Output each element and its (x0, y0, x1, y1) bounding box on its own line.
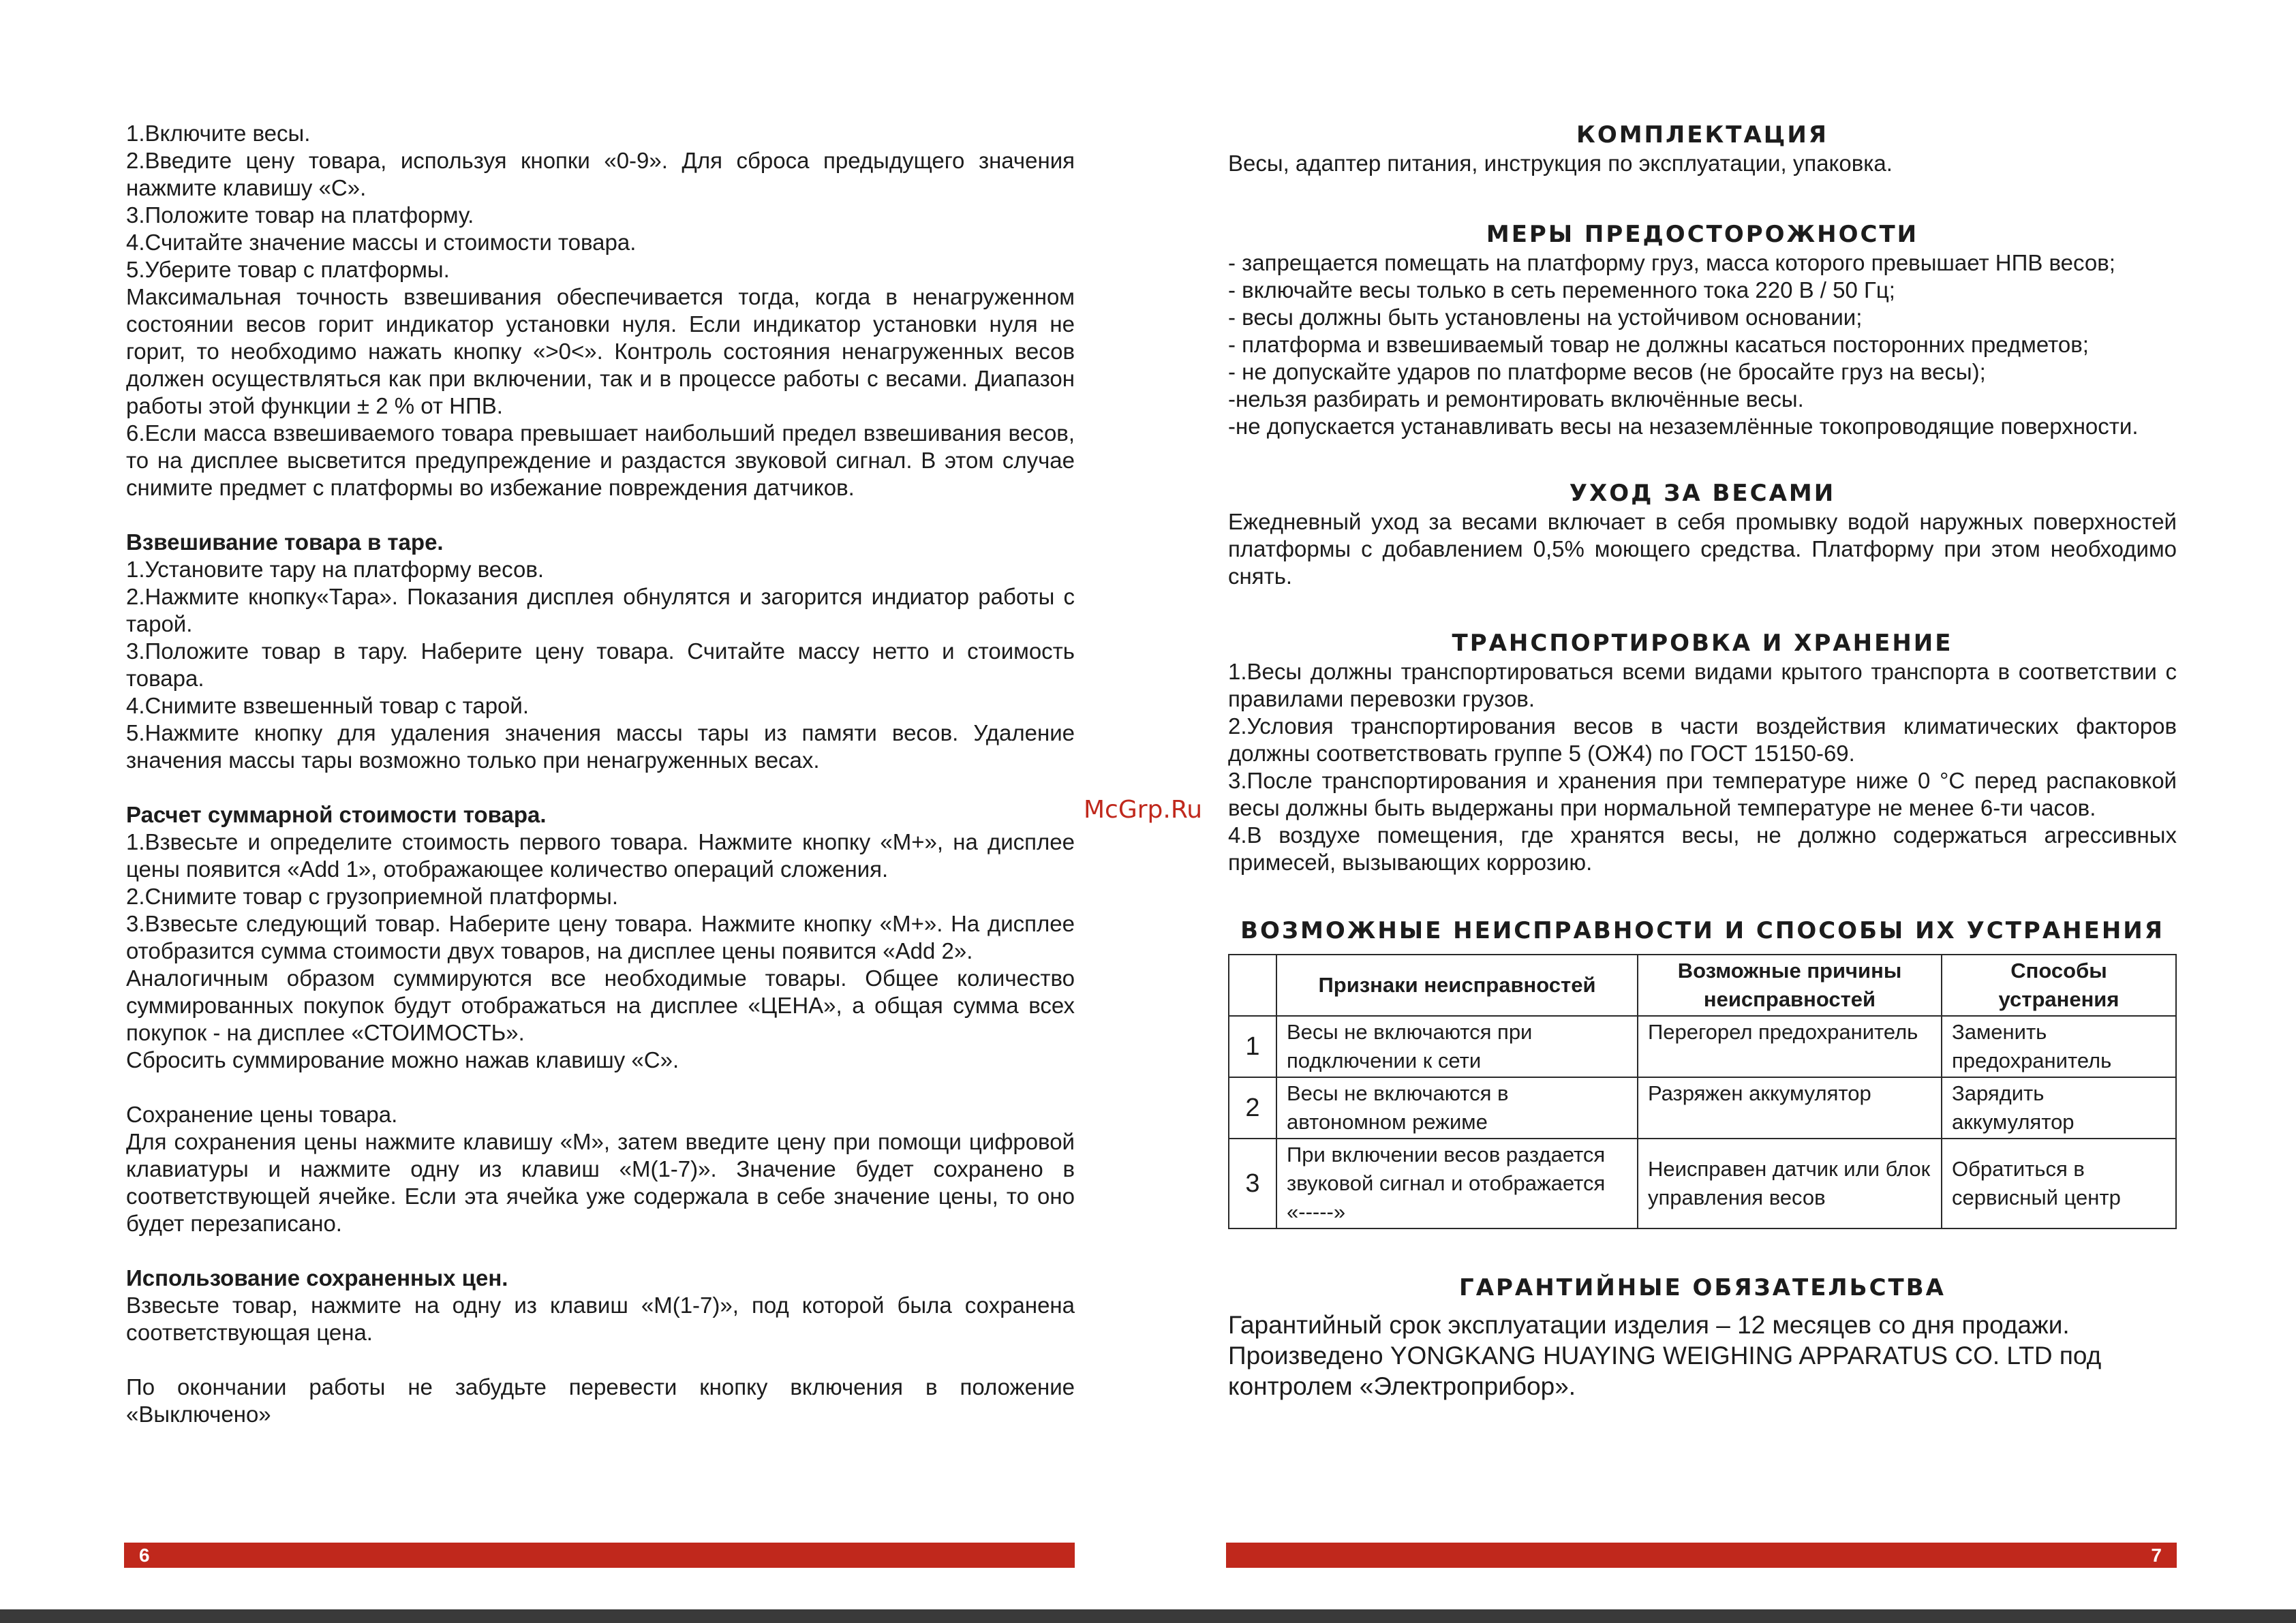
table-header: Способы устранения (1942, 955, 2176, 1016)
safety-item: - включайте весы только в сеть переменного тока 220 В / 50 Гц; (1228, 277, 1895, 303)
fault-cause: Неисправен датчик или блок управления весов (1638, 1139, 1942, 1228)
table-row (1229, 1077, 2176, 1139)
scan-edge (0, 1609, 2296, 1623)
page-number: 7 (2151, 1545, 2162, 1566)
sum-item: Сбросить суммирование можно нажав клавишу «С». (126, 1047, 679, 1072)
fault-fix: Заменить предохранитель (1942, 1016, 2176, 1077)
safety-item: - весы должны быть установлены на устойчивом основании; (1228, 305, 1863, 330)
sum-title: Расчет суммарной стоимости товара. (126, 802, 547, 827)
safety-item: - запрещается помещать на платформу груз, масса которого превышает НПВ весов; (1228, 250, 2115, 275)
step-6: 6.Если масса взвешиваемого товара превышает наибольший предел взвешивания весов, то на дисплее высветится предупреждение и раздастся звуковой сигнал. В этом случае снимите предмет с платформы во избежание повреждения датчиков. (126, 420, 1075, 500)
care-text: Ежедневный уход за весами включает в себя промывку водой наружных поверхностей платформы с добавлением 0,5% моющего средства. Платформу при этом необходимо снять. (1228, 509, 2177, 589)
transport-item: 3.После транспортирования и хранения при температуре ниже 0 °С перед распаковкой весы должны быть выдержаны при нормальной температуре не менее 6-ти часов. (1228, 768, 2177, 820)
sum-item: 1.Взвесьте и определите стоимость первого товара. Нажмите кнопку «М+», на дисплее цены появится «Add 1», отображающее количество операций сложения. (126, 829, 1075, 882)
fault-cause: Разряжен аккумулятор (1638, 1077, 1942, 1139)
save-title: Сохранение цены товара. (126, 1102, 398, 1127)
step-4: 4.Считайте значение массы и стоимости товара. (126, 230, 637, 255)
tare-item: 2.Нажмите кнопку«Тара». Показания дисплея обнулятся и загорится индиатор работы с тарой. (126, 584, 1075, 636)
table-header: Признаки неисправностей (1276, 955, 1638, 1016)
closing-note: По окончании работы не забудьте перевести кнопку включения в положение «Выключено» (126, 1374, 1075, 1427)
safety-title: МЕРЫ ПРЕДОСТОРОЖНОСТИ (1486, 221, 1919, 248)
step-3: 3.Положите товар на платформу. (126, 202, 474, 228)
safety-item: -не допускается устанавливать весы на незаземлённые токопроводящие поверхности. (1228, 414, 2139, 439)
safety-item: - платформа и взвешиваемый товар не должны касаться посторонних предметов; (1228, 332, 2089, 357)
sum-item: Аналогичным образом суммируются все необходимые товары. Общее количество суммированных покупок будут отображаться на дисплее «ЦЕНА», а общая сумма всех покупок - на дисплее «СТОИМОСТЬ». (126, 965, 1075, 1045)
table-header (1229, 955, 1276, 1016)
warranty-title: ГАРАНТИЙНЫЕ ОБЯЗАТЕЛЬСТВА (1459, 1274, 1946, 1301)
faults-table (1228, 954, 2177, 1229)
page-number: 6 (139, 1545, 150, 1566)
tare-item: 1.Установите тару на платформу весов. (126, 557, 545, 582)
fault-cause: Перегорел предохранитель (1638, 1016, 1942, 1077)
safety-item: -нельзя разбирать и ремонтировать включённые весы. (1228, 386, 1804, 412)
use-text: Взвесьте товар, нажмите на одну из клавиш «М(1-7)», под которой была сохранена соответствующая цена. (126, 1293, 1075, 1345)
transport-title: ТРАНСПОРТИРОВКА И ХРАНЕНИЕ (1452, 630, 1953, 657)
use-title: Использование сохраненных цен. (126, 1265, 508, 1290)
row-number: 1 (1229, 1016, 1276, 1077)
row-number: 2 (1229, 1077, 1276, 1139)
fault-fix: Зарядить аккумулятор (1942, 1077, 2176, 1139)
sum-item: 2.Снимите товар с грузоприемной платформы. (126, 884, 619, 909)
step-5: 5.Уберите товар с платформы. (126, 257, 450, 282)
step-1: 1.Включите весы. (126, 121, 311, 146)
row-number: 3 (1229, 1139, 1276, 1228)
warranty-text: Гарантийный срок эксплуатации изделия – 12 месяцев со дня продажи. Произведено YONGKANG HUAYING WEIGHING APPARATUS CO. LTD под контролем «Электроприбор». (1228, 1311, 2102, 1400)
care-title: УХОД ЗА ВЕСАМИ (1569, 480, 1836, 507)
safety-item: - не допускайте ударов по платформе весов (не бросайте груз на весы); (1228, 359, 1986, 384)
table-header: Возможные причины неисправностей (1638, 955, 1942, 1016)
transport-item: 2.Условия транспортирования весов в части воздействия климатических факторов должны соответствовать группе 5 (ОЖ4) по ГОСТ 15150-69. (1228, 713, 2177, 766)
fault-sign: Весы не включаются в автономном режиме (1276, 1077, 1638, 1139)
footer-bar-left (124, 1543, 1075, 1568)
fault-sign: Весы не включаются при подключении к сети (1276, 1016, 1638, 1077)
watermark: McGrp.Ru (1084, 796, 1203, 824)
right-page (1228, 120, 2177, 1402)
footer-bar-right (1226, 1543, 2177, 1568)
sum-item: 3.Взвесьте следующий товар. Наберите цену товара. Нажмите кнопку «М+». На дисплее отобразится сумма стоимости двух товаров, на дисплее цены появится «Add 2». (126, 911, 1075, 963)
kit-text: Весы, адаптер питания, инструкция по эксплуатации, упаковка. (1228, 151, 1893, 176)
transport-item: 4.В воздухе помещения, где хранятся весы, не должно содержаться агрессивных примесей, вызывающих коррозию. (1228, 822, 2177, 875)
transport-item: 1.Весы должны транспортироваться всеми видами крытого транспорта в соответствии с правилами перевозки грузов. (1228, 659, 2177, 711)
fault-sign: При включении весов раздается звуковой сигнал и отображается «-----» (1276, 1139, 1638, 1228)
save-text: Для сохранения цены нажмите клавишу «М», затем введите цену при помощи цифровой клавиатуры и нажмите одну из клавиш «М(1-7)». Значение будет сохранено в соответствующей ячейке. Если эта ячейка уже содержала в себе значение цены, то оно будет перезаписано. (126, 1129, 1075, 1236)
zero-indicator-note: Максимальная точность взвешивания обеспечивается тогда, когда в ненагруженном состоянии весов горит индикатор установки нуля. Если индикатор установки нуля не горит, то необходимо нажать кнопку «>0<». Контроль состояния ненагруженных весов должен осуществляться как при включении, так и в процессе работы с весами. Диапазон работы этой функции ± 2 % от НПВ. (126, 284, 1075, 418)
kit-title: КОМПЛЕКТАЦИЯ (1576, 121, 1828, 149)
faults-title: ВОЗМОЖНЫЕ НЕИСПРАВНОСТИ И СПОСОБЫ ИХ УСТРАНЕНИЯ (1240, 917, 2164, 944)
tare-item: 4.Снимите взвешенный товар с тарой. (126, 693, 530, 718)
table-header-row (1229, 955, 2176, 1016)
table-row (1229, 1016, 2176, 1077)
tare-item: 5.Нажмите кнопку для удаления значения массы тары из памяти весов. Удаление значения массы тары возможно только при ненагруженных весах. (126, 720, 1075, 773)
left-page (126, 120, 1075, 1428)
fault-fix: Обратиться в сервисный центр (1942, 1139, 2176, 1228)
step-2: 2.Введите цену товара, используя кнопки «0-9». Для сброса предыдущего значения нажмите клавишу «С». (126, 148, 1075, 200)
tare-item: 3.Положите товар в тару. Наберите цену товара. Считайте массу нетто и стоимость товара. (126, 638, 1075, 691)
table-row (1229, 1139, 2176, 1228)
tare-title: Взвешивание товара в таре. (126, 529, 444, 555)
